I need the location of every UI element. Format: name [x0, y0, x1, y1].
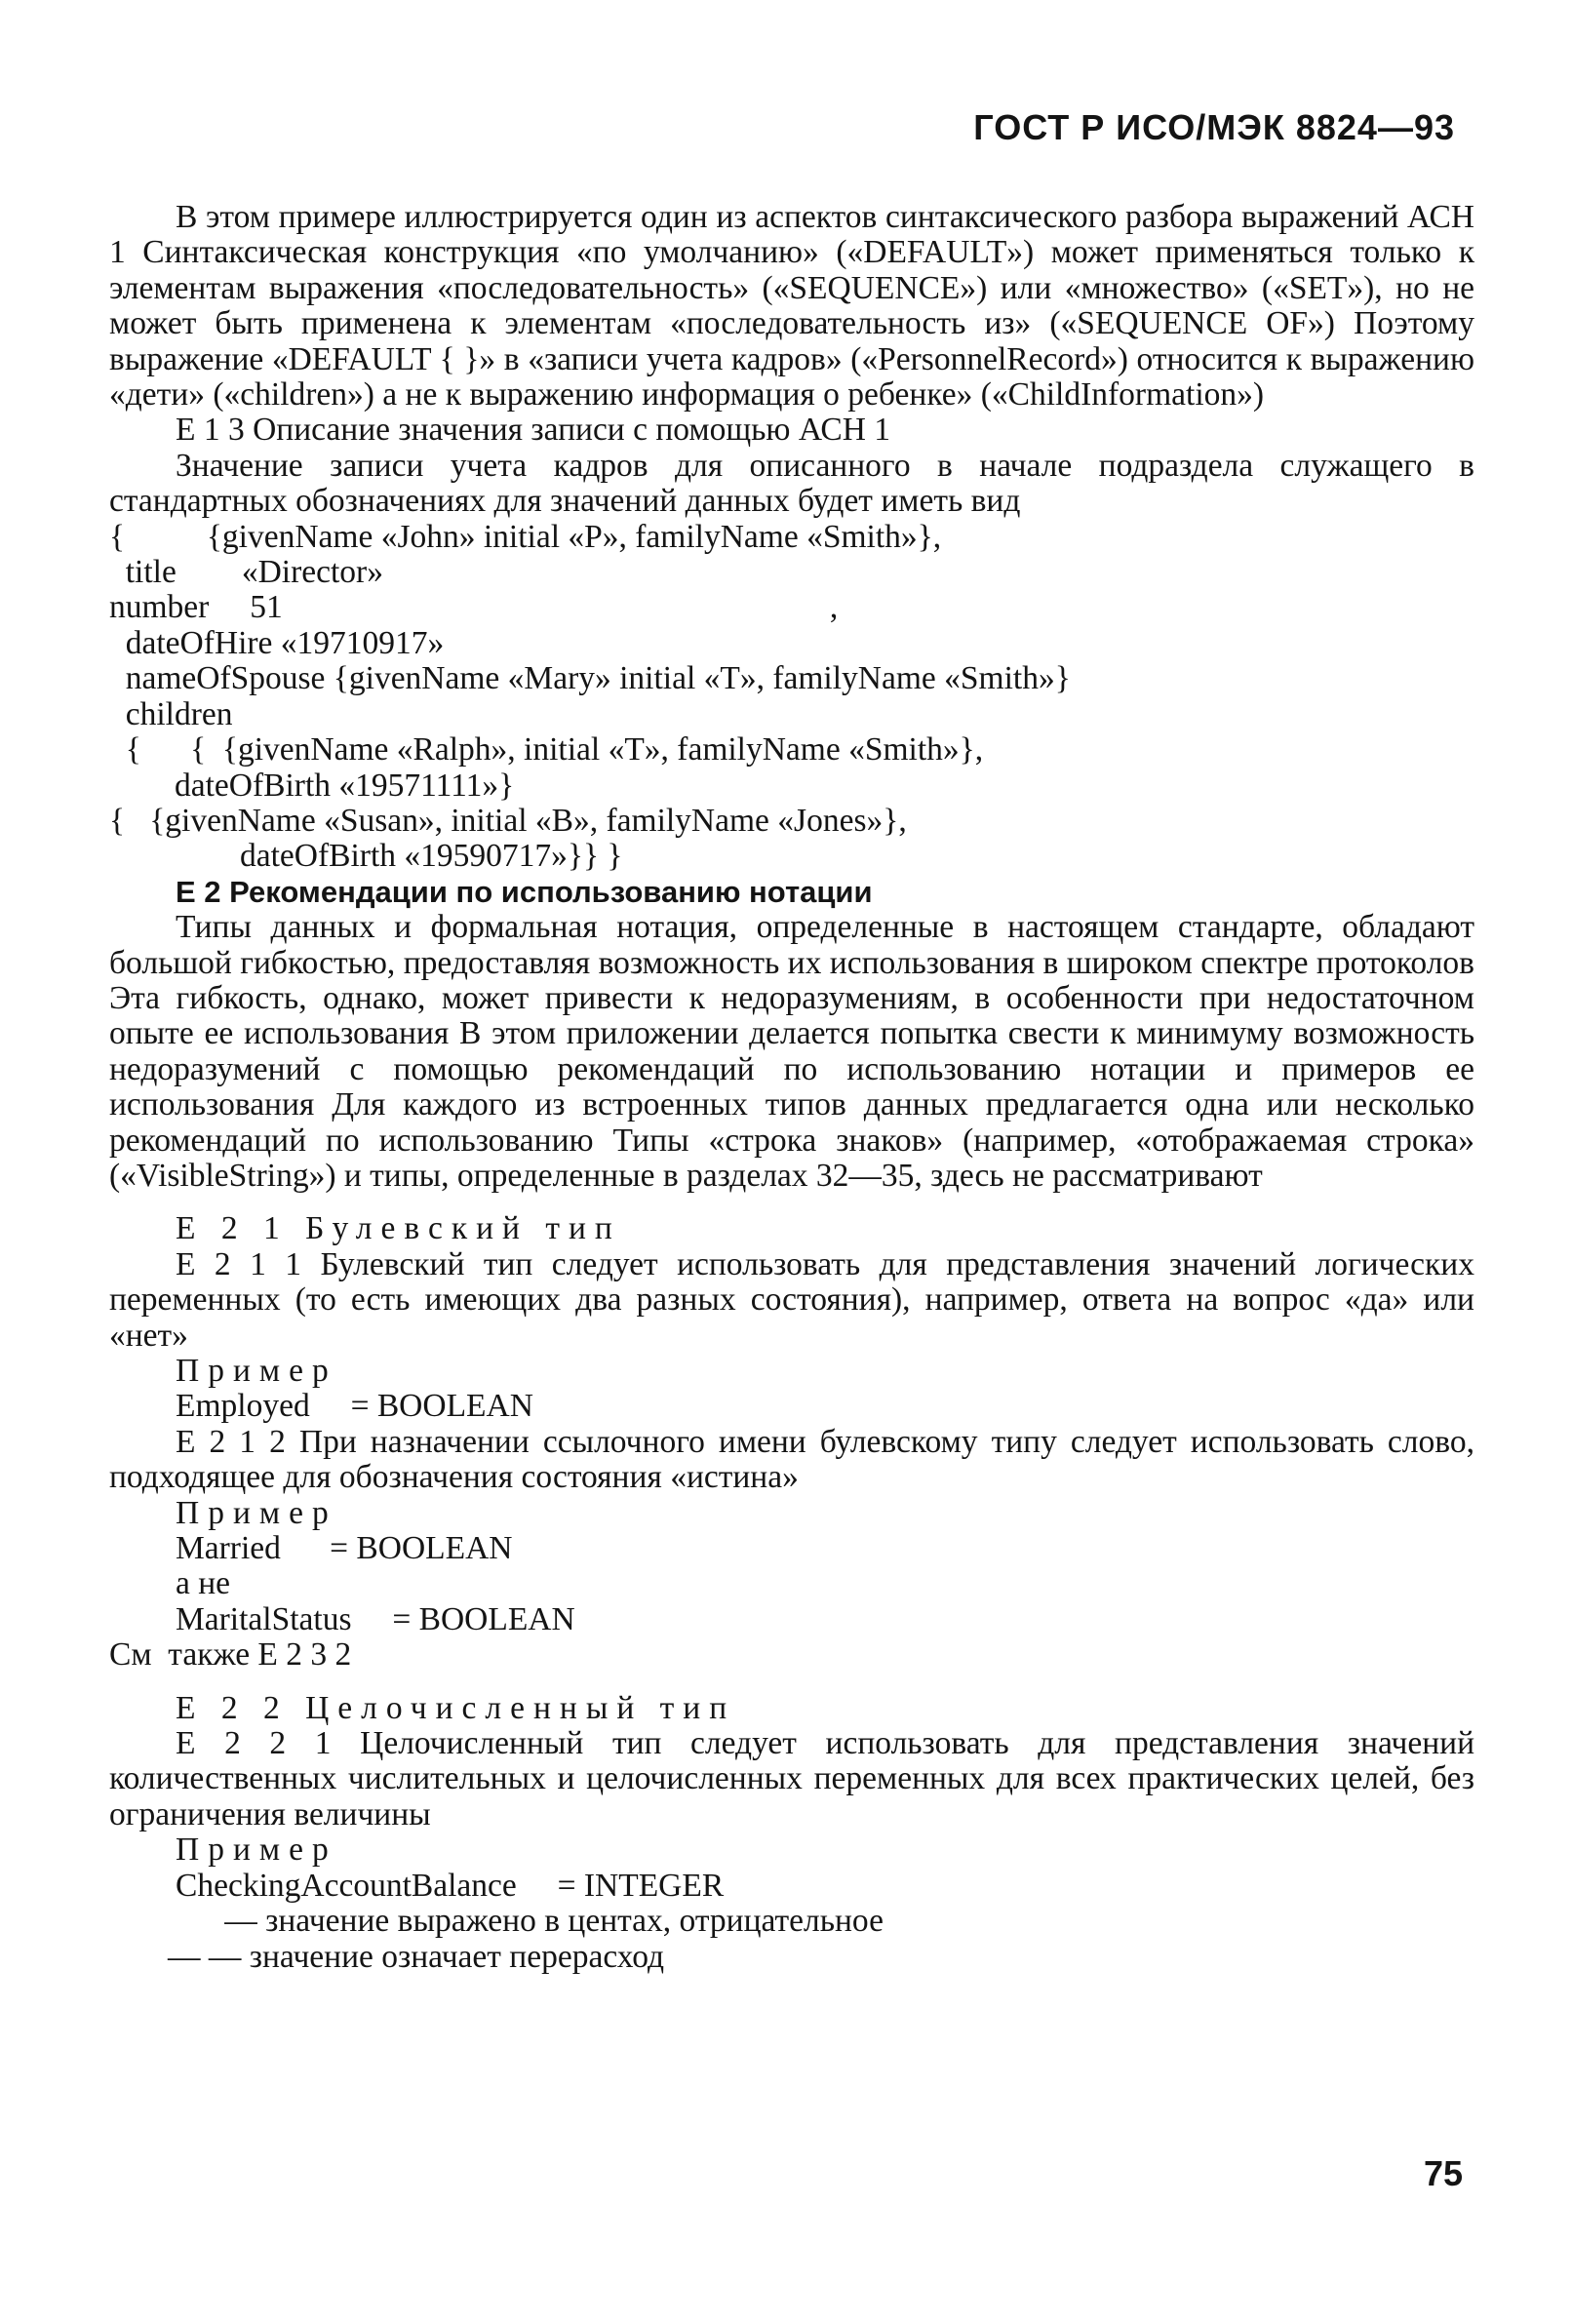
value-line: dateOfHire «19710917» — [109, 624, 445, 661]
e2-title: Е 2 Рекомендации по использованию нотации — [176, 874, 873, 909]
value-line: nameOfSpouse {givenName «Mary» initial «T», familyName «Smith»} — [109, 660, 1071, 697]
e211-text: Е 2 1 1 Булевский тип следует использовать для представления значений логических переменных (то есть имеющих два разных состояния), например, ответа на вопрос «да» или «нет» — [109, 1245, 1474, 1354]
page-number: 75 — [1423, 2153, 1463, 2193]
value-line: children — [109, 695, 233, 732]
value-line: dateOfBirth «19590717»}} } — [109, 838, 623, 875]
e21-title: Е 2 1 Булевский тип — [176, 1210, 621, 1247]
e13-text: Значение записи учета кадров для описанного в начале подраздела служащего в стандартных обозначениях для значений данных будет иметь вид — [109, 447, 1474, 520]
value-line: { { {givenName «Ralph», initial «T», familyName «Smith»}, — [109, 731, 984, 768]
e212-text: Е 2 1 2 При назначении ссылочного имени булевскому типу следует использовать слово, подходящее для обозначения состояния «истина» — [109, 1423, 1474, 1496]
value-line: { {givenName «Susan», initial «B», familyName «Jones»}, — [109, 802, 907, 839]
value-line: title «Director» — [109, 554, 383, 591]
example-label: Пример — [176, 1832, 337, 1869]
page-header: ГОСТ Р ИСО/МЭК 8824—93 — [973, 107, 1455, 147]
e13-title: Е 1 3 Описание значения записи с помощью АСН 1 — [176, 412, 891, 449]
example-code: Married = BOOLEAN — [176, 1530, 513, 1567]
page-content — [109, 200, 1474, 1975]
example-not-text: а не — [176, 1565, 231, 1602]
see-also: См также Е 2 3 2 — [109, 1636, 352, 1674]
code-comment: — значение выражено в центах, отрицательное — [176, 1903, 884, 1940]
e2-text: Типы данных и формальная нотация, определенные в настоящем стандарте, обладают большой гибкостью, предоставляя возможность их использования в широком спектре протоколов Эта гибкость, однако, может привести к недоразумениям, в особенности при недостаточном опыте ее использования В этом приложении делается попытка свести к минимуму возможность недоразумений с помощью рекомендаций по использованию нотации и примеров ее использования Для каждого из встроенных типов данных предлагается одна или несколько рекомендаций по использованию Типы «строка знаков» (например, «отображаемая строка» («VisibleString») и типы, определенные в разделах 32—35, здесь не рассматривают — [109, 909, 1474, 1194]
code-comment: — — значение означает перерасход — [168, 1938, 665, 1975]
intro-paragraph: В этом примере иллюстрируется один из аспектов синтаксического разбора выражений АСН 1 Синтаксическая конструкция «по умолчанию» («DEFAULT») может применяться только к элементам выражения «последовательность» («SEQUENCE») или «множество» («SET»), но не может быть применена к элементам «последовательность из» («SEQUENCE OF») Поэтому выражение «DEFAULT { }» в «записи учета кадров» («PersonnelRecord») относится к выражению «дети» («children») а не к выражению информация о ребенке» («ChildInformation») — [109, 199, 1474, 414]
example-code: Employed = BOOLEAN — [176, 1388, 533, 1425]
value-line: dateOfBirth «19571111»} — [109, 767, 515, 804]
example-label: Пример — [176, 1353, 337, 1389]
value-notation-block — [109, 520, 1474, 875]
example-code: MaritalStatus = BOOLEAN — [176, 1600, 575, 1637]
value-line: { {givenName «John» initial «P», familyName «Smith»}, — [109, 518, 942, 555]
example-code: CheckingAccountBalance = INTEGER — [176, 1867, 725, 1904]
e221-text: Е 2 2 1 Целочисленный тип следует использовать для представления значений количественных числительных и целочисленных переменных для всех практических целей, без ограничения величины — [109, 1725, 1474, 1832]
example-label: Пример — [176, 1494, 337, 1531]
value-line: number 51 , — [109, 589, 839, 626]
e22-title: Е 2 2 Целочисленный тип — [176, 1689, 736, 1726]
